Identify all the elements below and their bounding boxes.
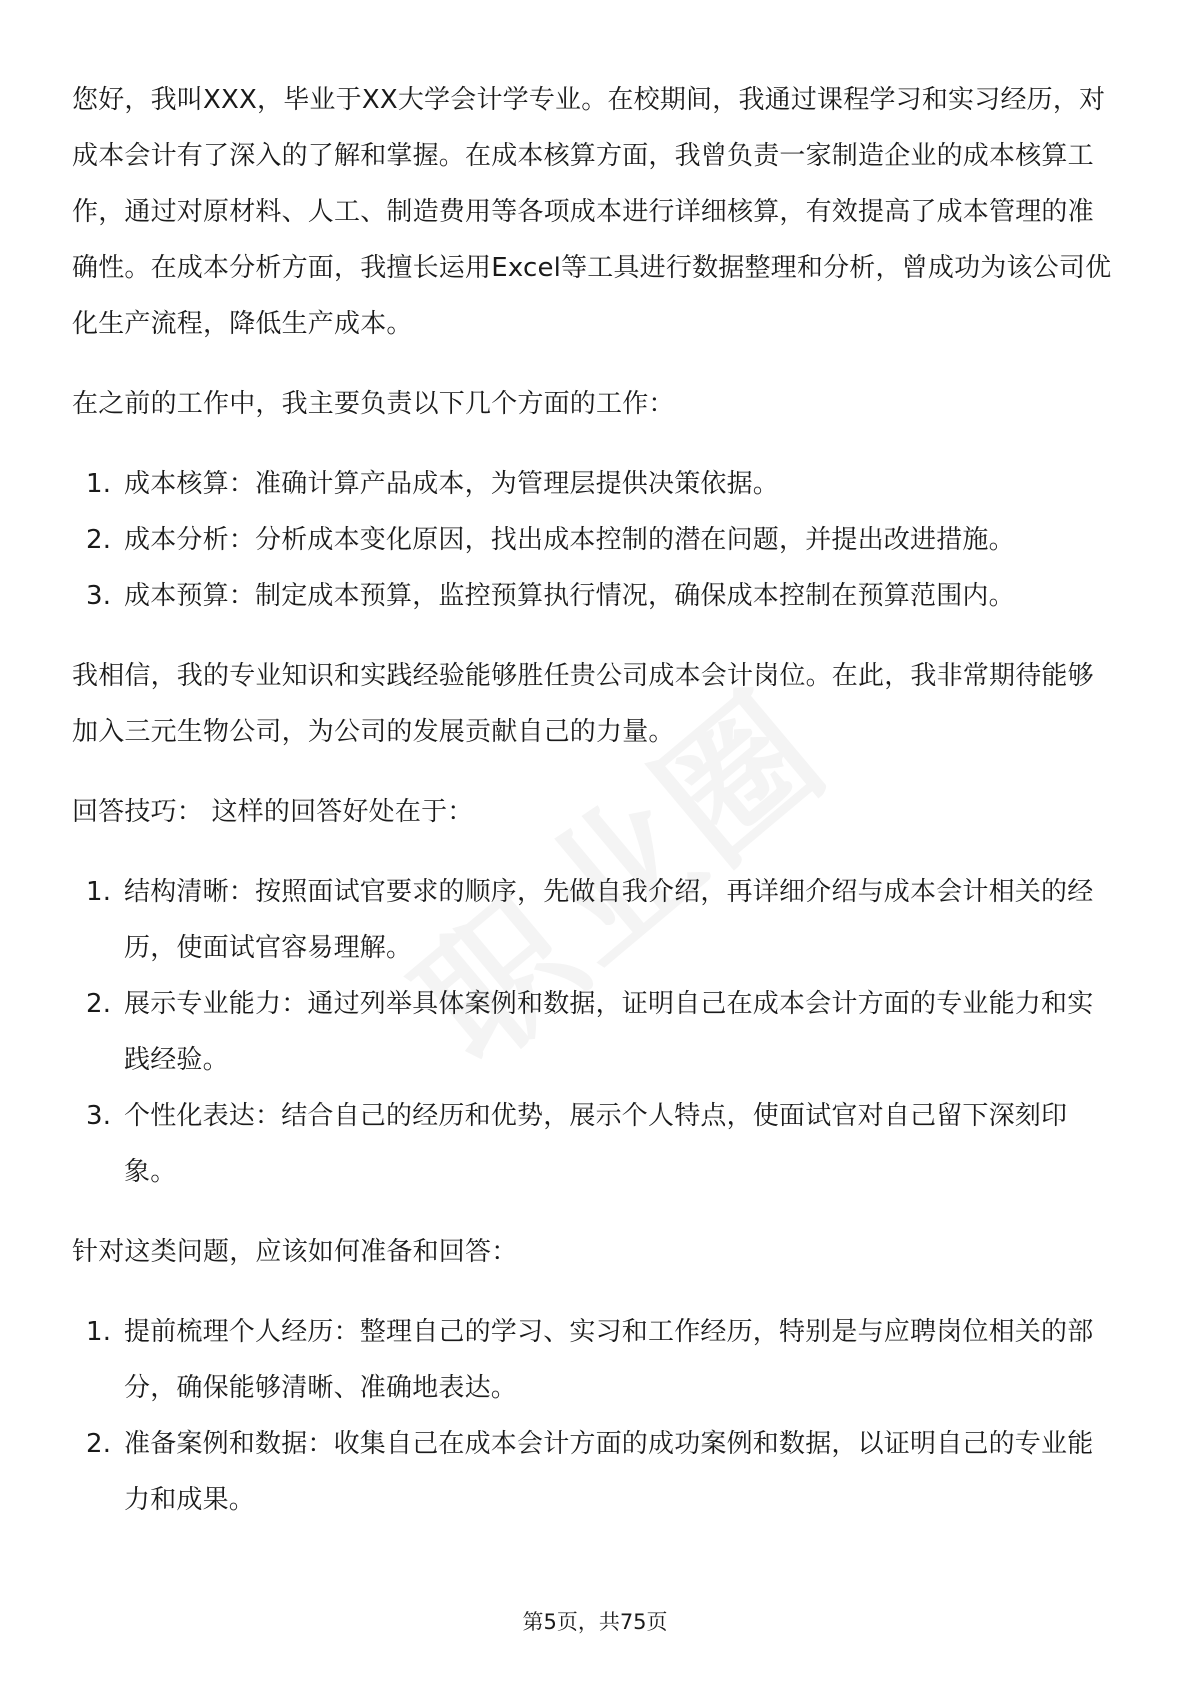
list-item-text: 成本分析：分析成本变化原因，找出成本控制的潜在问题，并提出改进措施。	[124, 525, 1015, 555]
tips-list	[72, 864, 1118, 1200]
page-number: 第5页，共75页	[522, 1610, 668, 1634]
list-item	[72, 1304, 1118, 1416]
list-number: 1.	[86, 469, 112, 499]
list-number: 1.	[86, 877, 112, 907]
list-number: 3.	[86, 1101, 112, 1131]
list-number: 2.	[86, 989, 112, 1019]
intro-paragraph: 您好，我叫XXX，毕业于XX大学会计学专业。在校期间，我通过课程学习和实习经历，对成本会计有了深入的了解和掌握。在成本核算方面，我曾负责一家制造企业的成本核算工作，通过对原材料、人工、制造费用等各项成本进行详细核算，有效提高了成本管理的准确性。在成本分析方面，我擅长运用Excel等工具进行数据整理和分析，曾成功为该公司优化生产流程，降低生产成本。	[72, 85, 1112, 339]
work-heading: 在之前的工作中，我主要负责以下几个方面的工作：	[72, 389, 675, 419]
list-item-text: 成本预算：制定成本预算，监控预算执行情况，确保成本控制在预算范围内。	[124, 581, 1015, 611]
list-number: 1.	[86, 1317, 112, 1347]
prep-heading: 针对这类问题，应该如何准备和回答：	[72, 1237, 518, 1267]
list-item	[72, 1416, 1118, 1528]
work-list	[72, 456, 1118, 624]
prep-list	[72, 1304, 1118, 1528]
list-item-text: 个性化表达：结合自己的经历和优势，展示个人特点，使面试官对自己留下深刻印象。	[124, 1101, 1068, 1187]
list-number: 2.	[86, 525, 112, 555]
list-item-text: 准备案例和数据：收集自己在成本会计方面的成功案例和数据，以证明自己的专业能力和成果。	[124, 1429, 1094, 1515]
document-body	[72, 72, 1118, 1552]
list-number: 3.	[86, 581, 112, 611]
list-item	[72, 976, 1118, 1088]
list-item	[72, 512, 1118, 568]
list-item	[72, 1088, 1118, 1200]
tips-heading: 回答技巧： 这样的回答好处在于：	[72, 797, 474, 827]
list-item	[72, 456, 1118, 512]
list-item-text: 展示专业能力：通过列举具体案例和数据，证明自己在成本会计方面的专业能力和实践经验。	[124, 989, 1094, 1075]
list-item-text: 结构清晰：按照面试官要求的顺序，先做自我介绍，再详细介绍与成本会计相关的经历，使面试官容易理解。	[124, 877, 1094, 963]
closing-paragraph: 我相信，我的专业知识和实践经验能够胜任贵公司成本会计岗位。在此，我非常期待能够加入三元生物公司，为公司的发展贡献自己的力量。	[72, 661, 1094, 747]
list-item	[72, 568, 1118, 624]
list-item-text: 成本核算：准确计算产品成本，为管理层提供决策依据。	[124, 469, 780, 499]
list-item-text: 提前梳理个人经历：整理自己的学习、实习和工作经历，特别是与应聘岗位相关的部分，确保能够清晰、准确地表达。	[124, 1317, 1094, 1403]
list-number: 2.	[86, 1429, 112, 1459]
list-item	[72, 864, 1118, 976]
